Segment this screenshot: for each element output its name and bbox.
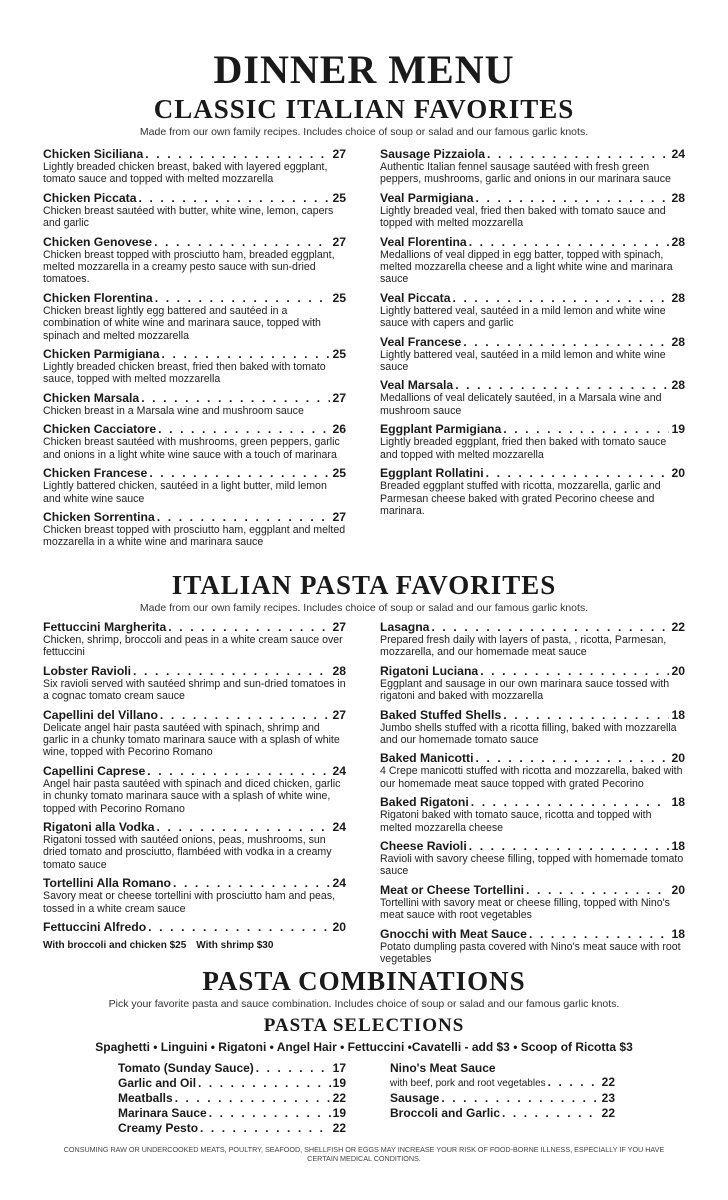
pasta-right-column [380,620,685,971]
menu-item-price: 22 [601,1106,615,1120]
classic-right-column [380,147,685,522]
menu-item-name: Tortellini Alla Romano [43,876,171,891]
dot-leader [486,466,670,480]
menu-item-price: 28 [671,190,685,205]
dot-leader [147,764,330,778]
menu-item-name: Chicken Siciliana [43,147,144,161]
menu-item [43,347,346,386]
menu-item-name: Chicken Genovese [43,234,153,249]
combo-item-name: Nino's Meat Sauce [390,1061,496,1075]
dot-leader [158,422,330,436]
combo-item [390,1106,615,1120]
menu-item-name: Marinara Sauce [118,1106,207,1120]
menu-item [380,147,685,186]
menu-item-description: Lightly battered chicken, sautéed in a light butter, mild lemon and white wine sauce [43,480,327,505]
menu-item [43,920,346,934]
menu-item-header [43,708,346,722]
menu-item-header [390,1106,615,1120]
menu-item-description: Angel hair pasta sautéed with spinach and diced chicken, garlic in chunky tomato marinara sauce with a splash of white wine, topped with Pecorino Romano [43,777,341,815]
menu-item-header [380,235,685,249]
menu-item-header [43,664,346,678]
menu-item-header [380,291,685,305]
menu-item-name: Meat or Cheese Tortellini [380,882,525,897]
combo-item [118,1121,346,1135]
dot-leader [471,795,670,809]
menu-item [380,839,685,878]
menu-item-price: 27 [332,390,346,405]
dot-leader [469,839,670,853]
dot-leader [452,291,669,305]
menu-item-price: 24 [332,820,346,835]
menu-item-name: Eggplant Rollatini [380,466,484,481]
menu-item-price: 20 [671,663,685,678]
dot-leader [475,751,669,765]
combos-section-title: PASTA COMBINATIONS [202,966,526,996]
menu-item-price: 24 [671,147,685,161]
menu-item-price: 25 [332,466,346,481]
menu-item-price: 18 [671,839,685,854]
menu-item-header [118,1076,346,1090]
menu-item-description: Lightly breaded chicken breast, fried then baked with tomato sauce, topped with melted mozzarella [43,361,326,386]
dot-leader [469,235,670,249]
menu-item-header [43,235,346,249]
menu-item-header [43,422,346,436]
menu-item-header [43,347,346,361]
menu-item-price: 24 [332,763,346,778]
dot-leader [133,664,330,678]
menu-item-header [43,510,346,524]
menu-item-name: Cheese Ravioli [380,839,467,854]
menu-item-description: Chicken breast topped with prosciutto ham, eggplant and melted mozzarella in a white wine and marinara sauce [43,523,346,549]
menu-item-header [43,291,346,305]
menu-item-name: Rigatoni Luciana [380,663,479,678]
menu-item [43,191,346,230]
combos-left-column [118,1061,346,1136]
combo-item [118,1091,346,1105]
menu-item-price: 22 [671,620,685,634]
menu-item [380,883,685,922]
menu-item [43,708,346,759]
menu-item-description: 4 Crepe manicotti stuffed with ricotta and mozzarella, baked with our homemade meat sauce topped with grated Pecorino [380,765,683,790]
menu-item-name: Chicken Sorrentina [43,509,155,524]
dot-leader [145,147,330,161]
dot-leader [476,191,670,205]
menu-item-description: Potato dumpling pasta covered with Nino's meat sauce with root vegetables [380,940,681,966]
menu-item-name: Chicken Francese [43,466,148,481]
menu-item-name: Veal Florentina [380,234,467,249]
menu-item [43,876,346,915]
menu-item-name: Baked Manicotti [380,751,474,766]
alfredo-addons [43,939,346,952]
menu-item-price: 19 [671,422,685,437]
menu-item-header [118,1061,346,1075]
menu-item-name: Fettuccini Margherita [43,620,167,634]
menu-item [43,147,346,186]
menu-item [43,664,346,703]
menu-item-header [43,391,346,405]
combo-item [118,1076,346,1090]
menu-item [380,927,685,966]
menu-item-header [380,927,685,941]
menu-item [380,795,685,834]
menu-item-name: Veal Marsala [380,378,454,393]
menu-item-description: Rigatoni tossed with sautéed onions, peas, mushrooms, sun dried tomato and prosciutto, flambéed with vodka in a creamy tomato sauce [43,834,332,871]
menu-item-header [380,191,685,205]
menu-item [380,191,685,230]
dot-leader [168,620,330,634]
dot-leader [503,422,669,436]
menu-item-header [43,820,346,834]
dot-leader [138,191,330,205]
menu-item-price: 17 [332,1061,346,1075]
menu-item-price: 24 [332,876,346,891]
menu-item-header [43,466,346,480]
menu-item-description: Lightly breaded chicken breast, baked with layered eggplant, tomato sauce and topped with melted mozzarella [43,161,328,186]
menu-item-price: 22 [332,1091,346,1105]
menu-item-description: Chicken breast in a Marsala wine and mushroom sauce [43,404,304,417]
menu-item-price: 20 [332,920,346,935]
dot-leader [160,708,331,722]
dot-leader [148,920,330,934]
menu-item-description: Rigatoni baked with tomato sauce, ricotta and topped with melted mozzarella cheese [380,809,652,834]
menu-item [43,422,346,461]
menu-item-header [380,751,685,765]
menu-item-description: Lightly breaded veal, fried then baked with tomato sauce and topped with melted mozzarella [380,204,666,230]
menu-item-header [380,708,685,722]
dot-leader [431,620,669,634]
menu-item-price: 19 [332,1106,346,1120]
menu-item-name: Capellini Caprese [43,763,146,778]
menu-item [380,708,685,747]
menu-item [380,620,685,659]
menu-item [380,664,685,703]
menu-item [380,751,685,790]
menu-item-description: Authentic Italian fennel sausage sautéed with fresh green peppers, mushrooms, garlic and onions in our marinara sauce [380,161,671,186]
menu-item [380,422,685,461]
menu-item-description: Prepared fresh daily with layers of pasta, , ricotta, Parmesan, mozzarella, and our homemade meat sauce [380,634,667,659]
menu-item-price: 25 [332,190,346,205]
classic-left-column [43,147,346,554]
combo-item [390,1091,615,1105]
menu-item-header [118,1121,346,1135]
menu-item-header [380,839,685,853]
combos-right-column [390,1061,615,1121]
menu-item-description: Six ravioli served with sautéed shrimp and sun-dried tomatoes in a cognac tomato cream sauce [43,677,346,703]
menu-item-price: 26 [332,422,346,437]
menu-item-name: Chicken Cacciatore [43,422,157,437]
addon-option: With broccoli and chicken $25 [43,940,187,952]
menu-item [43,510,346,549]
menu-item-price: 20 [671,466,685,481]
menu-item-description: Tortellini with savory meat or cheese filling, topped with Nino's meat sauce with root vegetables [380,896,670,922]
dot-leader [529,927,669,941]
menu-item-price: 28 [671,290,685,305]
menu-item-description: Lightly breaded eggplant, fried then baked with tomato sauce and topped with melted mozzarella [380,436,667,461]
menu-item-description: Breaded eggplant stuffed with ricotta, mozzarella, garlic and Parmesan cheese baked with grated Pecorino cheese and marinara. [380,480,661,517]
dot-leader [157,510,331,524]
menu-item-price: 20 [671,882,685,897]
menu-item [380,378,685,417]
pasta-selections-list: Spaghetti • Linguini • Rigatoni • Angel Hair • Fettuccini •Cavatelli - add $3 • Scoop of Ricotta $3 [95,1040,633,1054]
menu-item-price: 28 [671,234,685,249]
menu-item-header [43,920,346,934]
menu-item-header [390,1091,615,1105]
menu-item [380,235,685,286]
dot-leader [480,664,669,678]
classic-section-subtitle: Made from our own family recipes. Includes choice of soup or salad and our famous garlic knots. [139,126,589,138]
dot-leader [198,1076,331,1090]
menu-item-name: Meatballs [118,1091,173,1105]
dot-leader [173,876,330,890]
dot-leader [502,1106,600,1120]
pasta-section-subtitle: Made from our own family recipes. Includes choice of soup or salad and our famous garlic knots. [139,602,589,614]
pasta-left-column [43,620,346,952]
dot-leader [154,235,330,249]
pasta-selections-title: PASTA SELECTIONS [263,1015,465,1036]
menu-item [43,620,346,659]
dot-leader [141,391,330,405]
menu-item-price: 27 [332,707,346,722]
menu-item-description: Medallions of veal delicately sautéed, in a Marsala wine and mushroom sauce [380,392,662,417]
menu-item-header [118,1091,346,1105]
menu-item-price: 19 [332,1076,346,1090]
food-safety-disclaimer: CONSUMING RAW OR UNDERCOOKED MEATS, POULTRY, SEAFOOD, SHELLFISH OR EGGS MAY INCREASE YOUR RISK OF FOOD-BORNE ILLNESS, ESPECIALLY IF YOU HAVE CERTAIN MEDICAL CONDITIONS. [63,1145,665,1163]
dot-leader [209,1106,331,1120]
menu-item-description: Savory meat or cheese tortellini with prosciutto ham and peas, tossed in a white cream sauce [43,890,336,915]
menu-item-name: Broccoli and Garlic [390,1106,501,1120]
menu-item [380,466,685,517]
menu-item-name: Gnocchi with Meat Sauce [380,926,527,941]
menu-item-name: Creamy Pesto [118,1121,199,1135]
dot-leader [162,347,331,361]
menu-item-description: Lightly battered veal, sautéed in a mild lemon and white wine sauce with capers and garlic [380,304,666,330]
menu-item-name: Garlic and Oil [118,1076,197,1090]
menu-item-description: Chicken breast sautéed with butter, white wine, lemon, capers and garlic [43,204,334,230]
menu-item [43,391,346,417]
dot-leader [503,708,669,722]
dot-leader [149,466,330,480]
classic-section-title: CLASSIC ITALIAN FAVORITES [153,94,575,124]
menu-item-price: 25 [332,347,346,362]
addon-option: With shrimp $30 [196,940,274,952]
menu-item-header [380,664,685,678]
dot-leader [487,147,669,161]
menu-item [43,466,346,505]
menu-item [43,820,346,871]
menu-item-name: Lobster Ravioli [43,663,132,678]
menu-item-name: Chicken Piccata [43,190,137,205]
menu-item-name: Chicken Florentina [43,290,153,305]
menu-item-description: Eggplant and sausage in our own marinara sauce tossed with rigatoni and baked with mozzarella [380,677,670,703]
menu-item-header [43,191,346,205]
menu-item [380,335,685,374]
menu-item-name: Baked Rigatoni [380,795,469,810]
menu-item [380,291,685,330]
menu-item-header [43,876,346,890]
menu-item-price: 23 [601,1091,615,1105]
menu-item-price: 18 [671,707,685,722]
combos-section-subtitle: Pick your favorite pasta and sauce combination. Includes choice of soup or salad and our famous garlic knots. [108,998,620,1010]
menu-item-description: Chicken, shrimp, broccoli and peas in a white cream sauce over fettuccini [43,634,343,659]
menu-item-name: Rigatoni alla Vodka [43,820,155,835]
menu-item-price: 18 [671,795,685,810]
menu-item-header [43,147,346,161]
menu-item-price: 28 [332,663,346,678]
menu-item [43,764,346,815]
menu-item-header [380,883,685,897]
menu-item-header [43,764,346,778]
dot-leader [463,335,669,349]
menu-item-description: Lightly battered veal, sautéed in a mild lemon and white wine sauce [380,348,666,374]
menu-item-name: Fettuccini Alfredo [43,920,147,935]
menu-item-description: Chicken breast lightly egg battered and sautéed in a combination of white wine and marinara sauce, topped with spinach and melted mozzarella [43,304,321,342]
menu-item-header [380,335,685,349]
dot-leader [441,1091,599,1105]
dot-leader [155,291,331,305]
menu-item-name: Veal Parmigiana [380,190,474,205]
menu-item-price: 20 [671,751,685,766]
menu-item-description: Medallions of veal dipped in egg batter, topped with spinach, melted mozzarella cheese and a light white wine and marinara sauce [380,248,673,286]
menu-item [43,291,346,342]
combo-item [118,1106,346,1120]
menu-item-name: Capellini del Villano [43,707,158,722]
dot-leader [200,1121,331,1135]
menu-item-price: 25 [332,290,346,305]
menu-item-name: Sausage [390,1091,440,1105]
menu-item-price: 22 [332,1121,346,1135]
menu-item-price: 18 [671,926,685,941]
menu-item-name: Baked Stuffed Shells [380,707,502,722]
menu-item-name: Chicken Marsala [43,390,140,405]
menu-item-description: Chicken breast sautéed with mushrooms, green peppers, garlic and onions in a light white wine sauce with a touch of marinara [43,436,340,461]
dot-leader [175,1091,331,1105]
dot-leader [256,1061,331,1075]
menu-item-price: 27 [332,147,346,161]
menu-item-name: Veal Piccata [380,290,451,305]
menu-item-description: Chicken breast topped with prosciutto ham, breaded eggplant, melted mozzarella in a creamy pesto sauce with sun-dried tomatoes. [43,248,335,286]
menu-item-name: Veal Francese [380,334,462,349]
menu-item-header [380,422,685,436]
menu-item-price: 27 [332,620,346,634]
page-title: DINNER MENU [213,47,515,92]
menu-item-price: 28 [671,334,685,349]
menu-item-name: Eggplant Parmigiana [380,422,502,437]
menu-item-name: Sausage Pizzaiola [380,147,485,161]
menu-item-header [380,620,685,634]
menu-item-name: Tomato (Sunday Sauce) [118,1061,254,1075]
menu-item-price: 27 [332,509,346,524]
menu-item-header [43,620,346,634]
dot-leader [157,820,331,834]
menu-item-description: Jumbo shells stuffed with a ricotta filling, baked with mozzarella and our homemade tomato sauce [380,721,677,747]
dot-leader [455,378,669,392]
pasta-section-title: ITALIAN PASTA FAVORITES [171,570,557,600]
menu-item-name: Chicken Parmigiana [43,347,160,362]
menu-item-header [380,147,685,161]
menu-item-header [380,378,685,392]
menu-item-description: Ravioli with savory cheese filling, topped with homemade tomato sauce [380,853,684,878]
menu-item-price: 27 [332,234,346,249]
menu-item-description: Delicate angel hair pasta sautéed with spinach, shrimp and garlic in a chunky tomato marinara sauce with a splash of white wine, topped with Pecorino Romano [43,721,340,759]
menu-item-header [380,795,685,809]
combo-item-note: with beef, pork and root vegetables [390,1078,546,1089]
menu-item-price: 28 [671,378,685,393]
menu-item-header [118,1106,346,1120]
menu-item-name: Lasagna [380,620,430,634]
combo-item-price: 22 [601,1075,615,1089]
dot-leader [548,1075,600,1089]
combo-item-header [390,1075,615,1091]
menu-item [43,235,346,286]
menu-item-header [380,466,685,480]
dot-leader [526,883,669,897]
combo-item [118,1061,346,1075]
